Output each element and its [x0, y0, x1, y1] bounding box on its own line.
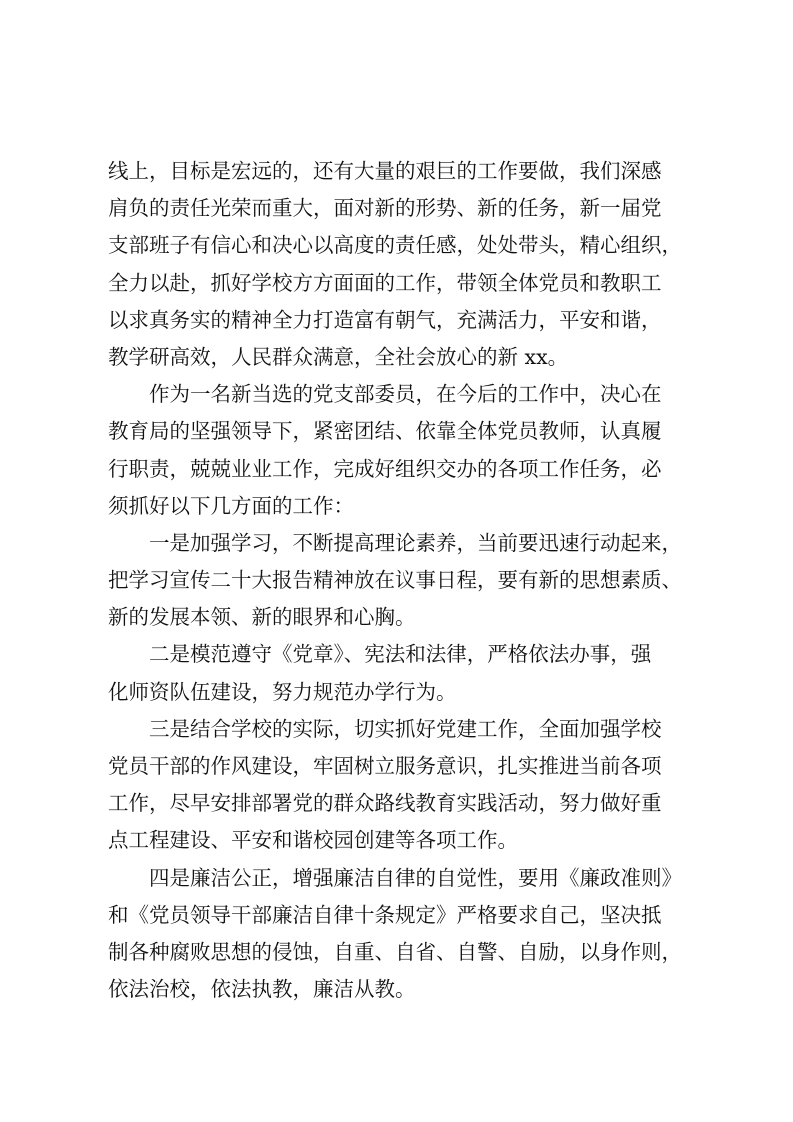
paragraph-line: 须抓好以下几方面的工作： — [108, 493, 354, 518]
paragraph-line: 教育局的坚强领导下，紧密团结、依靠全体党员教师，认真履 — [108, 419, 662, 444]
paragraph-line: 制各种腐败思想的侵蚀，自重、自省、自警、自励，以身作则， — [108, 939, 682, 964]
paragraph-line: 教学研高效，人民群众满意，全社会放心的新 xx。 — [108, 344, 569, 369]
paragraph-line: 党员干部的作风建设，牢固树立服务意识，扎实推进当前各项 — [108, 754, 662, 778]
paragraph-line: 工作，尽早安排部署党的群众路线教育实践活动，努力做好重 — [108, 791, 662, 816]
paragraph-line: 行职责，兢兢业业工作，完成好组织交办的各项工作任务，必 — [108, 456, 662, 481]
paragraph-line: 一是加强学习，不断提高理论素养，当前要迅速行动起来， — [149, 530, 682, 555]
document-body — [108, 153, 688, 1008]
paragraph-line: 肩负的责任光荣而重大，面对新的形势、新的任务，新一届党 — [108, 196, 662, 221]
paragraph-line: 支部班子有信心和决心以高度的责任感，处处带头，精心组织， — [108, 233, 682, 258]
paragraph-line: 全力以赴，抓好学校方方面面的工作，带领全体党员和教职工 — [108, 270, 662, 295]
paragraph-line: 和《党员领导干部廉洁自律十条规定》严格要求自己，坚决抵 — [108, 902, 662, 927]
paragraph-line: 二是模范遵守《党章》、宪法和法律，严格依法办事，强 — [149, 642, 652, 667]
paragraph-line: 化师资队伍建设，努力规范办学行为。 — [108, 679, 457, 704]
paragraph-line: 作为一名新当选的党支部委员，在今后的工作中，决心在 — [149, 382, 662, 407]
paragraph-line: 三是结合学校的实际，切实抓好党建工作，全面加强学校 — [149, 716, 662, 741]
paragraph-line: 新的发展本领、新的眼界和心胸。 — [108, 605, 416, 630]
paragraph-line: 点工程建设、平安和谐校园创建等各项工作。 — [108, 828, 518, 853]
paragraph-line: 以求真务实的精神全力打造富有朝气，充满活力，平安和谐， — [108, 307, 662, 332]
paragraph-line: 依法治校，依法执教，廉洁从教。 — [108, 977, 416, 1002]
paragraph-line: 把学习宣传二十大报告精神放在议事日程，要有新的思想素质、 — [108, 568, 682, 593]
paragraph-line: 线上，目标是宏远的，还有大量的艰巨的工作要做，我们深感 — [108, 159, 662, 183]
paragraph-line: 四是廉洁公正，增强廉洁自律的自觉性，要用《廉政准则》 — [149, 865, 682, 890]
